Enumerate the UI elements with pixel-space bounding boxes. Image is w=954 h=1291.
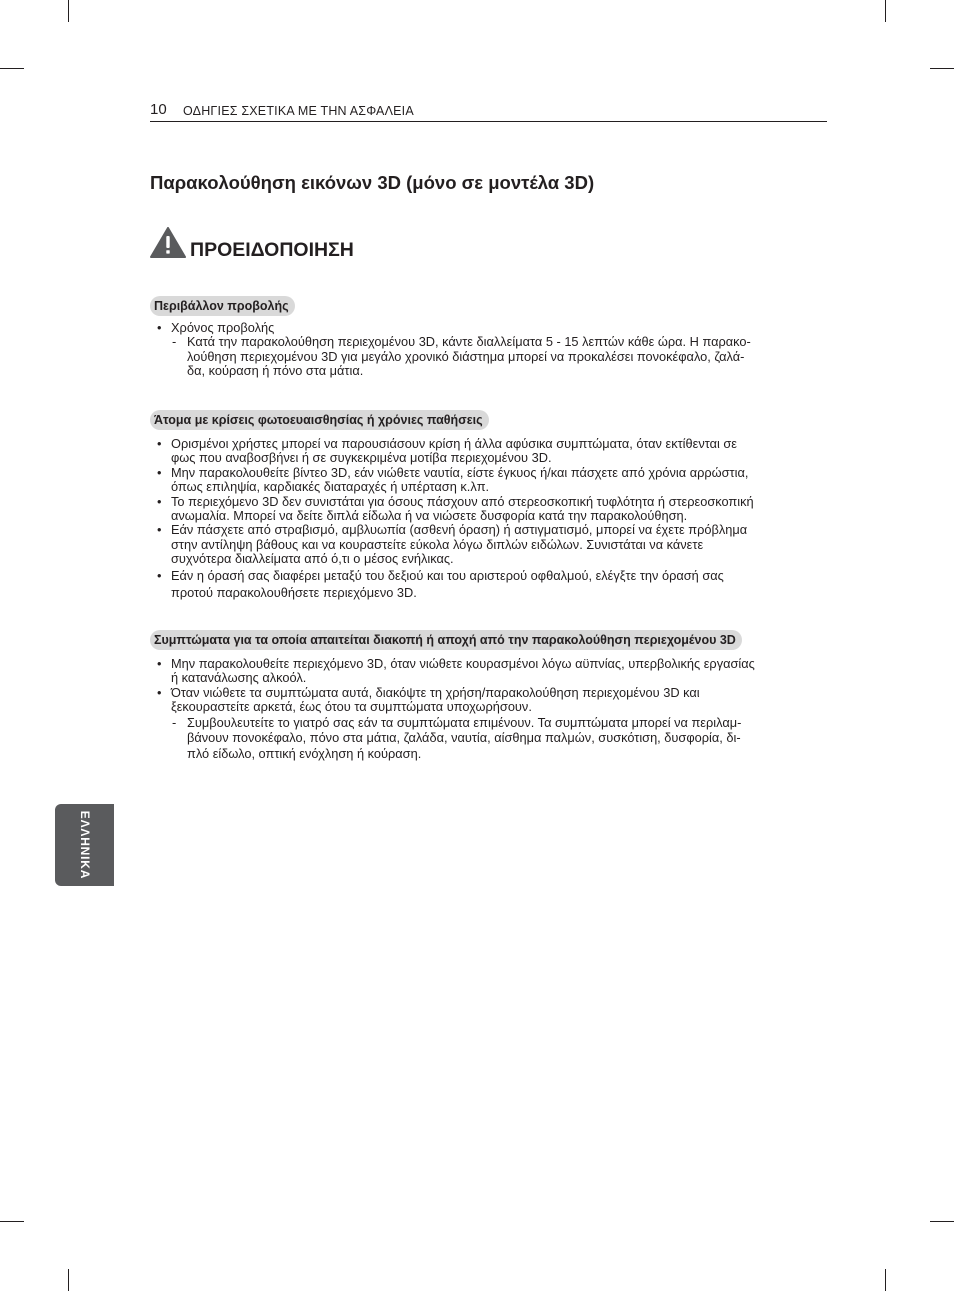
bullet-icon: • bbox=[157, 567, 162, 583]
sub-list-item: - Συμβουλευτείτε το γιατρό σας εάν τα συμπτώματα επιμένουν. Τα συμπτώματα μπορεί να περιλαμ- βάνουν πονοκέφαλο, πόνο στα μάτια, ζαλάδα, ναυτία, αίσθημα παλμών, συσκότιση, δυσφορία, δι- πλό είδωλο, οπτική ενόχληση ή κούραση. bbox=[172, 714, 742, 761]
language-tab-label: ΕΛΛΗΝΙΚΑ bbox=[77, 810, 92, 880]
warning-triangle-icon bbox=[150, 227, 186, 258]
list-item: • Μην παρακολουθείτε περιεχόμενο 3D, όταν νιώθετε κουρασμένοι λόγω αϋπνίας, υπερβολικής εργασίας ή κατανάλωσης αλκοόλ. bbox=[157, 656, 755, 686]
sub-list-item: - Κατά την παρακολούθηση περιεχομένου 3D, κάντε διαλλείματα 5 - 15 λεπτών κάθε ώρα. Η παρακο- λούθηση περιεχομένου 3D για μεγάλο χρονικό διάστημα μπορεί να προκαλέσει πονοκέφαλο, ζαλά- δα, κούραση ή πόνο στα μάτια. bbox=[172, 334, 751, 379]
crop-mark bbox=[885, 1269, 886, 1291]
subheading-symptoms: Συμπτώματα για τα οποία απαιτείται διακοπή ή αποχή από την παρακολούθηση περιεχομένου 3D bbox=[150, 630, 742, 650]
crop-mark bbox=[930, 68, 954, 69]
bullet-icon: • bbox=[157, 436, 162, 451]
crop-mark bbox=[68, 0, 69, 22]
language-tab bbox=[55, 804, 114, 886]
list-item: • Εάν πάσχετε από στραβισμό, αμβλυωπία (ασθενή όραση) ή αστιγματισμό, μπορεί να έχετε πρόβλημα στην αντίληψη βάθους και να κουραστείτε εύκολα λόγω διπλών ειδώλων. Συνιστάται να κάνετε συχνότερα διαλλείματα από ό,τι ο μέσος ενήλικας. bbox=[157, 522, 748, 567]
bullet-icon: • bbox=[157, 522, 162, 538]
list-viewing-environment bbox=[150, 321, 830, 379]
subheading-viewing-environment: Περιβάλλον προβολής bbox=[150, 296, 295, 316]
list-item: • Ορισμένοι χρήστες μπορεί να παρουσιάσουν κρίση ή άλλα αφύσικα συμπτώματα, όταν εκτίθενται σε φως που αναβοσβήνει ή σε συγκεκριμένα μοτίβα περιεχομένου 3D. bbox=[157, 436, 738, 466]
crop-mark bbox=[0, 68, 24, 69]
subheading-photosensitivity: Άτομα με κρίσεις φωτοευαισθησίας ή χρόνιες παθήσεις bbox=[150, 410, 489, 430]
list-symptoms bbox=[150, 657, 830, 761]
bullet-icon: • bbox=[157, 684, 162, 700]
crop-mark bbox=[0, 1221, 24, 1222]
bullet-icon: • bbox=[157, 464, 162, 480]
list-item: • Όταν νιώθετε τα συμπτώματα αυτά, διακόψτε τη χρήση/παρακολούθηση περιεχομένου 3D και ξεκουραστείτε αρκετά, έως ότου τα συμπτώματα υποχωρήσουν. bbox=[157, 684, 700, 715]
list-item: • Εάν η όρασή σας διαφέρει μεταξύ του δεξιού και του αριστερού οφθαλμού, ελέγξτε την όρασή σας προτού παρακολουθήσετε περιεχόμενο 3D. bbox=[157, 567, 724, 600]
crop-mark bbox=[930, 1221, 954, 1222]
list-item: • Χρόνος προβολής bbox=[157, 320, 275, 335]
running-title: ΟΔΗΓΙΕΣ ΣΧΕΤΙΚΑ ΜΕ ΤΗΝ ΑΣΦΑΛΕΙΑ bbox=[183, 104, 414, 118]
list-photosensitivity bbox=[150, 437, 830, 601]
crop-mark bbox=[68, 1269, 69, 1291]
page-number: 10 bbox=[150, 101, 167, 118]
bullet-icon: • bbox=[157, 493, 162, 509]
bullet-icon: • bbox=[157, 320, 162, 335]
page-header bbox=[150, 101, 827, 122]
crop-mark bbox=[885, 0, 886, 22]
dash-icon: - bbox=[172, 714, 177, 730]
dash-icon: - bbox=[172, 334, 177, 350]
bullet-icon: • bbox=[157, 656, 162, 671]
warning-label: ΠΡΟΕΙΔΟΠΟΙΗΣΗ bbox=[190, 239, 354, 261]
list-item: • Μην παρακολουθείτε βίντεο 3D, εάν νιώθετε ναυτία, είστε έγκυος ή/και πάσχετε από χρόνια αρρώστια, όπως επιληψία, καρδιακές διαταραχές ή υπέρταση κ.λπ. bbox=[157, 464, 749, 495]
section-title: Παρακολούθηση εικόνων 3D (μόνο σε μοντέλα 3D) bbox=[150, 172, 595, 193]
list-item: • Το περιεχόμενο 3D δεν συνιστάται για όσους πάσχουν από στερεοσκοπική τυφλότητα ή στερεοσκοπική ανωμαλία. Μπορεί να δείτε διπλά είδωλα ή να νιώσετε δυσφορία κατά την παρακολούθηση. bbox=[157, 493, 754, 524]
